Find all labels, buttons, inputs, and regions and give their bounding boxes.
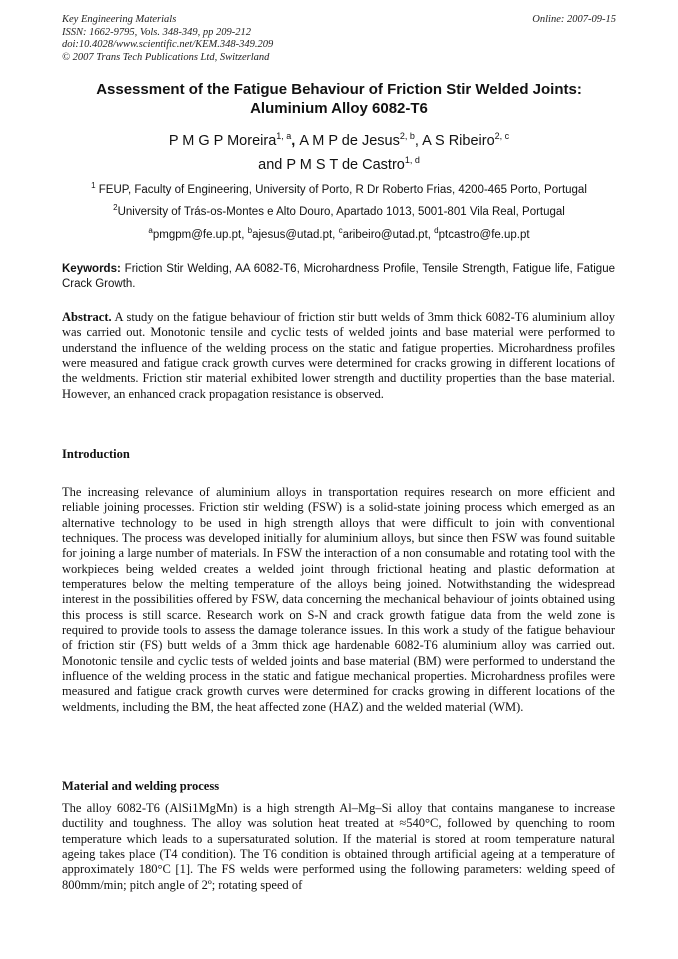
doi-line: doi:10.4028/www.scientific.net/KEM.348-349.209: [62, 39, 274, 50]
title-line-2: Aluminium Alloy 6082-T6: [250, 100, 428, 117]
issn-line: ISSN: 1662-9795, Vols. 348-349, pp 209-212: [62, 26, 251, 38]
email-address: ptcastro@fe.up.pt: [438, 229, 530, 241]
affiliation-text: University of Trás-os-Montes e Alto Douro, Apartado 1013, 5001-801 Vila Real, Portugal: [117, 206, 565, 218]
author-line-1: [40, 131, 638, 151]
author-affiliation-mark: 1, d: [404, 155, 420, 166]
abstract-text: A study on the fatigue behaviour of friction stir butt welds of 3mm thick 6082-T6 aluminium alloy was carried out. Monotonic tensile and cyclic tests of welded joints and base material were performed to understand the influence of the welding process on the static and fatigue properties. Microhardness profiles were measured and fatigue crack growth curves were determined for cracks growing in different locations of the weldments. Friction stir material exhibited lower strength and ductility properties than the base material. However, an enhanced crack propagation resistance is observed.: [62, 310, 615, 401]
email-mark: a: [148, 226, 153, 236]
email-mark: b: [247, 226, 253, 236]
affiliation-2: [40, 205, 638, 219]
introduction-heading: Introduction: [62, 447, 130, 461]
author-separator: ,: [414, 133, 423, 149]
material-paragraph: The alloy 6082-T6 (AlSi1MgMn) is a high strength Al–Mg–Si alloy that contains manganese to increase ductility and toughness. The alloy was solution heat treated at ≈540°C, followed by quenching to room temperature which leads to a supersaturated solution. If the material is stored at room temperature natural ageing takes place (T4 condition). The T6 condition is obtained through artificial ageing at a temperature of approximately 180°C [1]. The FS welds were performed using the following parameters: welding speed of 800mm/min; pitch angle of 2º; rotating speed of: [62, 801, 615, 892]
abstract-label: Abstract.: [62, 310, 112, 324]
email-line: [40, 228, 638, 242]
author-prefix: and: [258, 157, 287, 173]
introduction-paragraph: The increasing relevance of aluminium alloys in transportation requires research on more efficient and reliable joining processes. Friction stir welding (FSW) is a solid-state joining process which emerged as an alternative technology to be used in high strength alloys that were difficult to join with conventional techniques. The process was developed initially for aluminium alloys, but since then FSW was found suitable for joining a large number of materials. In FSW the interaction of a non consumable and rotating tool with the workpieces being welded creates a welded joint through frictional heating and plastic deformation at temperatures below the melting temperature of the alloys being joined. Notwithstanding the widespread interest in the possibilities offered by FSW, data concerning the mechanical behaviour of joints obtained using this process is still scarce. Research work on S-N and crack growth fatigue data from the weld zone is required to provide tools to assess the damage tolerance issues. In this work a study of the fatigue behaviour of friction stir (FS) butt welds of a 3mm thick age hardenable 6082-T6 aluminium alloy was carried out. Monotonic tensile and cyclic tests of welded joints and base material (BM) were performed to understand the influence of the welding process in the static and fatigue mechanical properties. Microhardness profiles were measured and fatigue crack growth curves were determined for cracks growing in different locations of the weldments, including the BM, the heat affected zone (HAZ) and the welded material (WM).: [62, 485, 615, 714]
author-name: A M P de Jesus: [299, 133, 400, 149]
author-affiliation-mark: 1, a: [276, 131, 292, 142]
affiliation-text: FEUP, Faculty of Engineering, University of Porto, R Dr Roberto Frias, 4200-465 Porto, Portugal: [95, 184, 587, 196]
author-separator: ,: [291, 133, 300, 149]
title-line-1: Assessment of the Fatigue Behaviour of Friction Stir Welded Joints:: [96, 81, 582, 98]
email-mark: d: [434, 226, 439, 236]
copyright-line: © 2007 Trans Tech Publications Ltd, Switzerland: [62, 51, 270, 63]
author-line-2: [40, 155, 638, 175]
email-mark: c: [338, 226, 343, 236]
author-name: A S Ribeiro: [422, 133, 495, 149]
author-name: P M G P Moreira: [168, 133, 277, 149]
email-address: aribeiro@utad.pt,: [342, 229, 435, 241]
affiliation-1: [40, 183, 638, 197]
author-name: P M S T de Castro: [286, 157, 405, 173]
author-affiliation-mark: 2, c: [494, 131, 510, 142]
journal-header: [62, 14, 273, 64]
affiliation-mark: 1: [91, 181, 96, 191]
affiliation-mark: 2: [113, 203, 118, 213]
abstract: [62, 310, 615, 402]
author-affiliation-mark: 2, b: [399, 131, 415, 142]
email-address: ajesus@utad.pt,: [252, 229, 339, 241]
material-heading: Material and welding process: [62, 779, 220, 793]
keywords-label: Keywords:: [62, 263, 121, 275]
online-date: Online: 2007-09-15: [532, 14, 616, 25]
email-address: pmgpm@fe.up.pt,: [152, 229, 248, 241]
keywords: [62, 262, 615, 291]
journal-name: Key Engineering Materials: [62, 14, 177, 25]
keywords-text: Friction Stir Welding, AA 6082-T6, Microhardness Profile, Tensile Strength, Fatigue life, Fatigue Crack Growth.: [62, 263, 615, 290]
paper-title: [40, 80, 638, 118]
